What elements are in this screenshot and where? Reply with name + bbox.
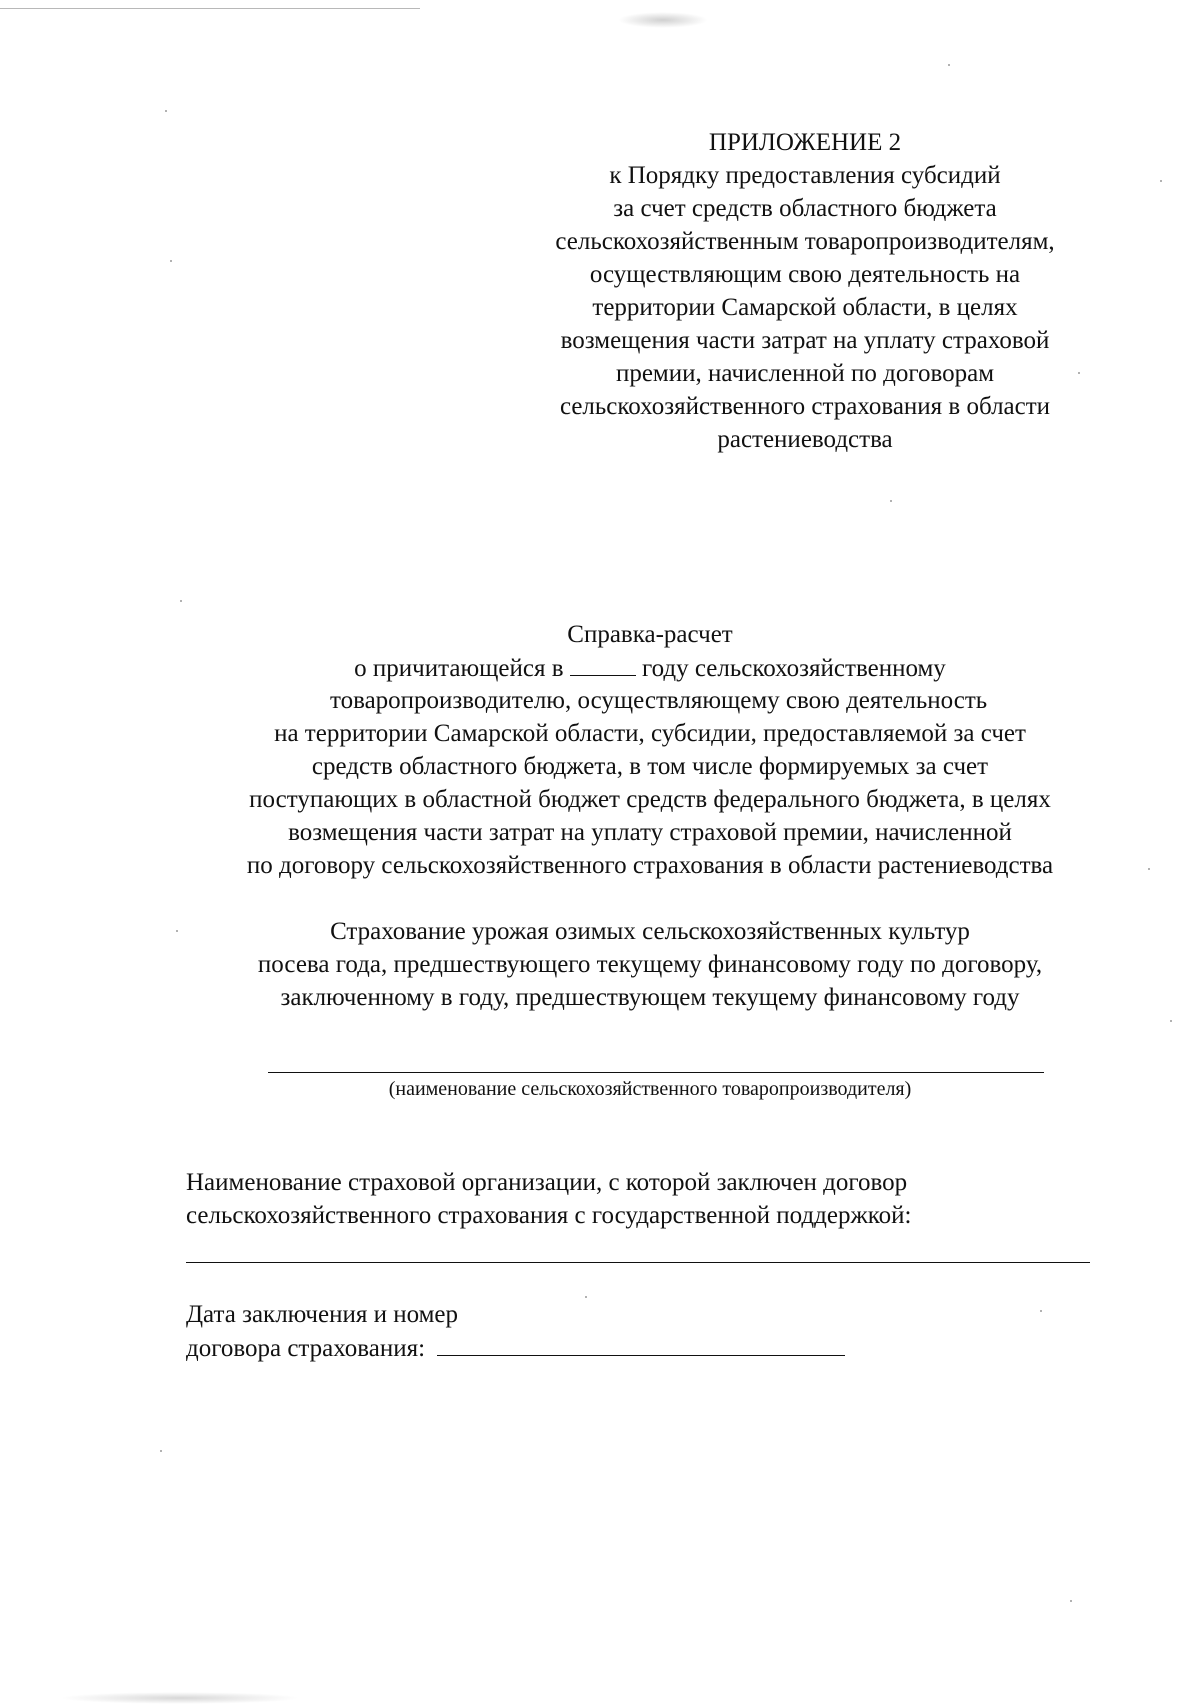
scan-smudge-artifact xyxy=(60,1692,300,1704)
certificate-line: поступающих в областной бюджет средств федерального бюджета, в целях xyxy=(249,786,1051,813)
scan-speck xyxy=(165,110,167,112)
certificate-line: на территории Самарской области, субсидии, предоставляемой за счет xyxy=(274,720,1026,747)
certificate-line: товаропроизводителю, осуществляющему свою деятельность xyxy=(330,687,988,714)
certificate-year-prefix: о причитающейся в xyxy=(354,655,564,682)
certificate-year-suffix: году сельскохозяйственному xyxy=(642,655,946,682)
contract-date-number-field[interactable] xyxy=(437,1331,845,1356)
appendix-title: ПРИЛОЖЕНИЕ 2 xyxy=(708,129,902,156)
certificate-year-line xyxy=(330,651,970,685)
appendix-line: сельскохозяйственным товаропроизводителям, xyxy=(555,228,1055,255)
scan-edge-artifact xyxy=(0,8,420,9)
insurer-label-line: сельскохозяйственного страхования с государственной поддержкой: xyxy=(186,1202,912,1229)
contract-label-line: Дата заключения и номер xyxy=(186,1301,459,1328)
contract-label-line xyxy=(186,1331,845,1365)
scan-speck xyxy=(948,64,950,66)
scan-speck xyxy=(890,500,892,502)
scan-speck xyxy=(170,260,172,262)
scan-speck xyxy=(1148,868,1150,870)
appendix-line: возмещения части затрат на уплату страховой xyxy=(560,327,1050,354)
scan-speck xyxy=(180,600,182,602)
certificate-line: возмещения части затрат на уплату страховой премии, начисленной xyxy=(288,819,1012,846)
scan-speck xyxy=(1170,1020,1172,1022)
appendix-line: осуществляющим свою деятельность на xyxy=(589,261,1021,288)
appendix-line: сельскохозяйственного страхования в области xyxy=(559,393,1051,420)
insurance-type-line: посева года, предшествующего текущему финансовому году по договору, xyxy=(257,951,1043,978)
appendix-line: к Порядку предоставления субсидий xyxy=(609,162,1001,189)
appendix-line: премии, начисленной по договорам xyxy=(615,360,995,387)
contract-label: договора страхования: xyxy=(186,1335,426,1362)
insurance-type-line: заключенному в году, предшествующем текущему финансовому году xyxy=(280,984,1020,1011)
appendix-line: за счет средств областного бюджета xyxy=(613,195,997,222)
year-blank-field[interactable] xyxy=(570,651,636,676)
scan-speck xyxy=(160,1450,162,1452)
certificate-line: средств областного бюджета, в том числе формируемых за счет xyxy=(311,753,989,780)
certificate-title: Справка-расчет xyxy=(567,621,733,648)
producer-name-caption: (наименование сельскохозяйственного товаропроизводителя) xyxy=(388,1078,912,1100)
scan-speck xyxy=(1070,1600,1072,1602)
scan-speck xyxy=(1160,180,1162,182)
insurer-label-line: Наименование страховой организации, с которой заключен договор xyxy=(186,1169,908,1196)
appendix-line: растениеводства xyxy=(717,426,893,453)
insurance-type-line: Страхование урожая озимых сельскохозяйственных культур xyxy=(330,918,970,945)
scan-smudge-artifact xyxy=(618,12,708,28)
scan-speck xyxy=(585,1296,587,1298)
appendix-line: территории Самарской области, в целях xyxy=(592,294,1018,321)
producer-name-field[interactable] xyxy=(268,1072,1044,1073)
scan-speck xyxy=(176,930,178,932)
certificate-line: по договору сельскохозяйственного страхования в области растениеводства xyxy=(246,852,1054,879)
scan-speck xyxy=(1040,1310,1042,1312)
insurer-name-field[interactable] xyxy=(186,1262,1090,1263)
